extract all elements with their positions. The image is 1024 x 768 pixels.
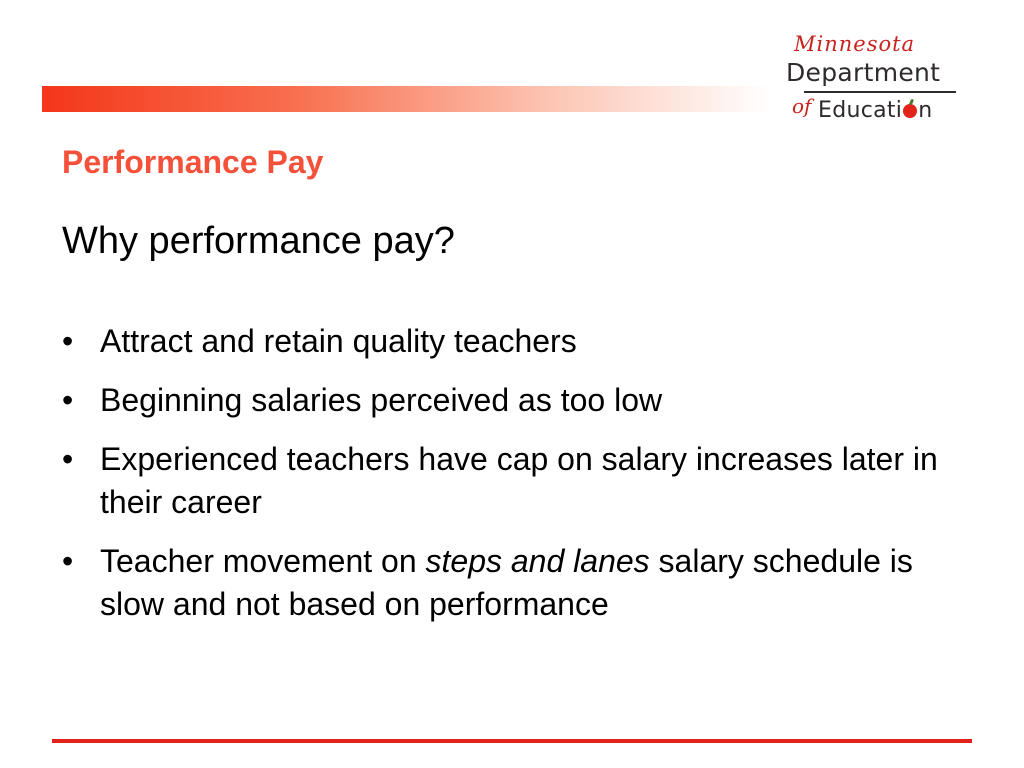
bullet-item — [62, 379, 942, 422]
bullet-marker: • — [62, 323, 74, 359]
mn-department-of-education-logo — [784, 28, 964, 128]
bullet-text: Attract and retain quality teachers — [100, 323, 577, 359]
bullet-marker: • — [62, 382, 74, 418]
bullet-list — [62, 320, 942, 642]
bullet-marker: • — [62, 441, 74, 477]
bullet-text-emphasis: steps and lanes — [425, 543, 650, 579]
bullet-text — [100, 543, 913, 622]
footer-rule — [52, 739, 972, 743]
bullet-item — [62, 438, 942, 524]
logo-education-start: Educati — [818, 98, 903, 123]
logo-of-script: of — [792, 94, 812, 118]
bullet-item — [62, 540, 942, 626]
bullet-text: Experienced teachers have cap on salary increases later in their career — [100, 441, 938, 520]
section-title: Performance Pay — [62, 144, 324, 180]
header-gradient-bar — [42, 86, 772, 112]
logo-rule — [804, 91, 956, 93]
bullet-text-before: Teacher movement on — [100, 543, 426, 579]
bullet-text-after: salary schedule is slow and not based on performance — [100, 543, 913, 622]
logo-education-end: n — [918, 98, 933, 123]
apple-icon — [903, 104, 917, 118]
logo-department-text: Department — [786, 58, 941, 87]
bullet-text: Beginning salaries perceived as too low — [100, 382, 663, 418]
slide-heading: Why performance pay? — [62, 220, 455, 262]
bullet-marker: • — [62, 543, 74, 579]
logo-education-text — [818, 98, 932, 123]
logo-script-minnesota: Minnesota — [794, 32, 916, 56]
bullet-item — [62, 320, 942, 363]
